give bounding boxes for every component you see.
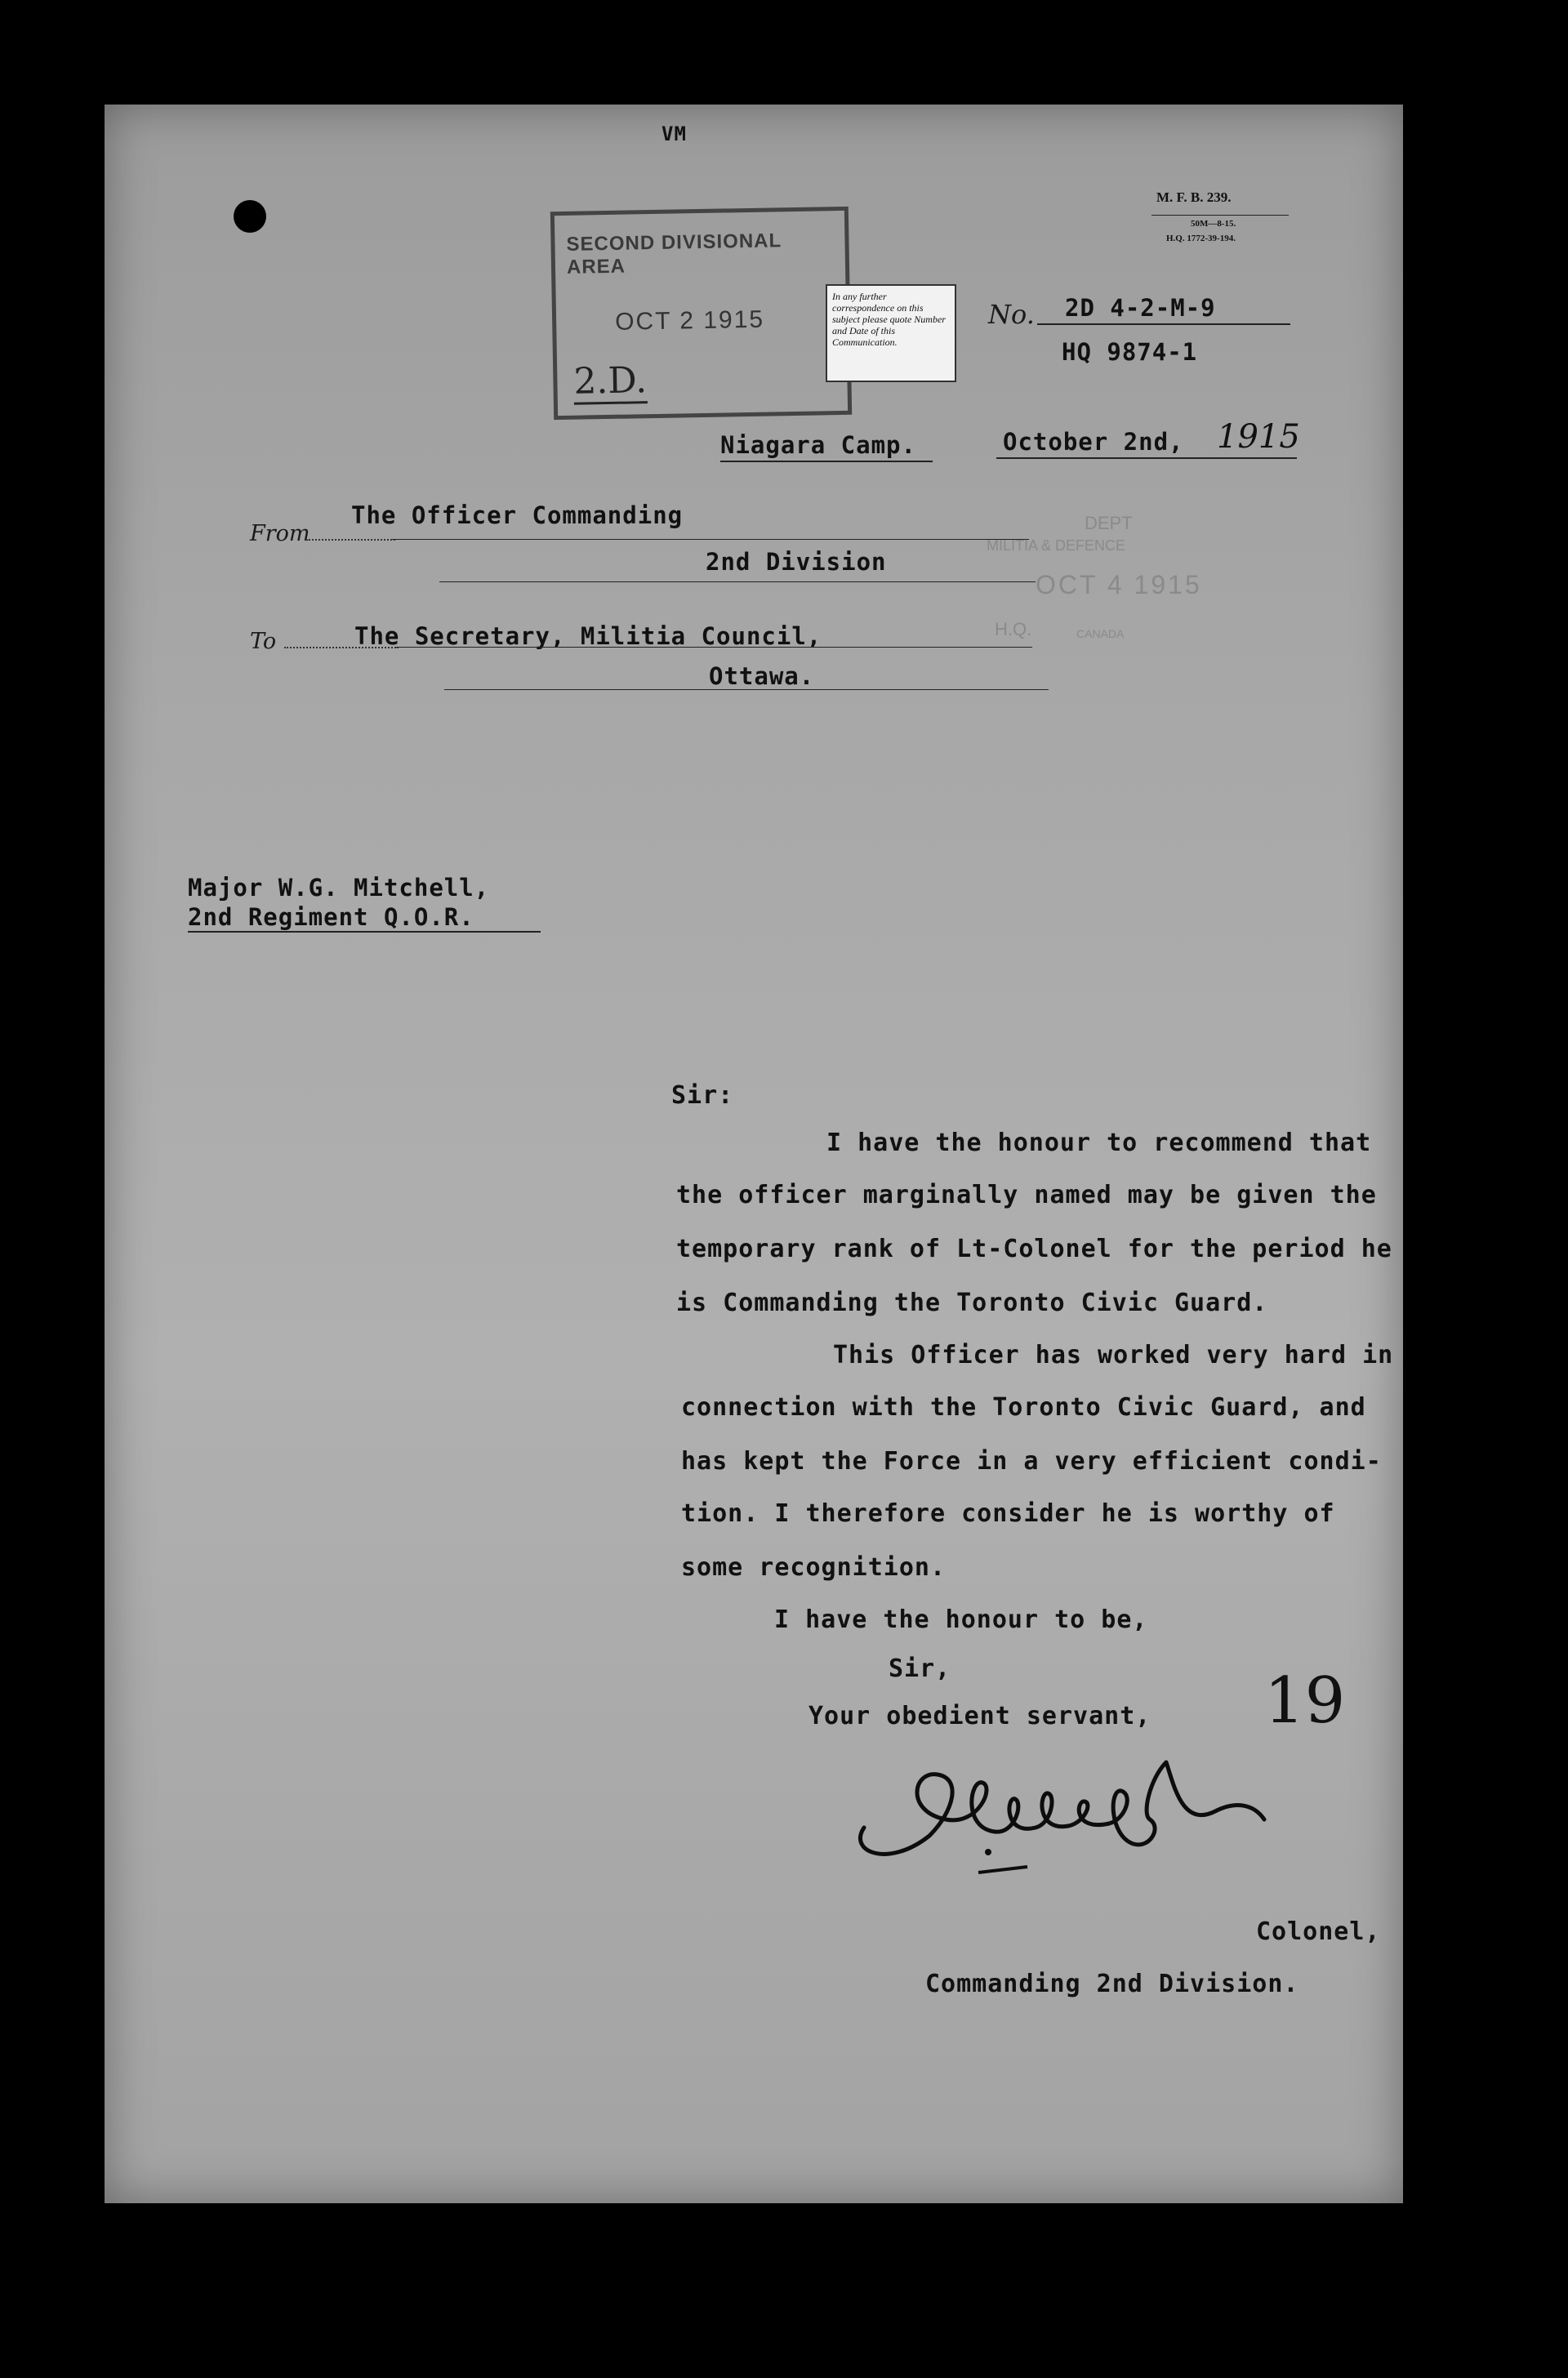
received-stamp-header: SECOND DIVISIONAL AREA <box>566 229 782 278</box>
form-code-2: H.Q. 1772-39-194. <box>1166 234 1236 243</box>
salutation: Sir: <box>671 1081 734 1110</box>
body-line-4: is Commanding the Toronto Civic Guard. <box>676 1289 1268 1317</box>
reference-note: In any further correspondence on this subject please quote Number and Date of this Communication. <box>826 284 956 382</box>
to-label: To <box>250 629 277 654</box>
file-number-rule <box>1037 323 1290 325</box>
from-rule-2 <box>439 581 1036 582</box>
dept-stamp-line1: DEPT <box>1085 513 1133 533</box>
signature <box>840 1730 1297 1893</box>
from-dotline <box>305 539 395 541</box>
date-rule <box>996 457 1297 459</box>
command: Commanding 2nd Division. <box>925 1970 1299 1998</box>
from-label: From <box>250 521 310 546</box>
closing-2: Sir, <box>889 1654 951 1683</box>
body-line-7: has kept the Force in a very efficient condi- <box>681 1447 1382 1476</box>
closing-3: Your obedient servant, <box>808 1702 1152 1730</box>
dept-stamp-line5: CANADA <box>1076 627 1125 640</box>
body-line-1: I have the honour to recommend that <box>826 1129 1372 1157</box>
form-number: M. F. B. 239. <box>1156 189 1232 205</box>
document-sheet <box>105 105 1403 2203</box>
file-number-2: HQ 9874-1 <box>1062 338 1198 366</box>
marginal-name-2: 2nd Regiment Q.O.R. <box>188 903 474 931</box>
body-line-2: the officer marginally named may be given the <box>676 1181 1377 1209</box>
dept-stamp <box>987 505 1281 692</box>
from-rule-1 <box>392 539 1029 540</box>
dept-stamp-line4: H.Q. <box>995 619 1032 639</box>
to-line-2: Ottawa. <box>709 662 815 690</box>
marginal-name-1: Major W.G. Mitchell, <box>188 874 490 902</box>
received-stamp <box>550 207 852 420</box>
date-typed: October 2nd, <box>1003 428 1184 456</box>
body-line-8: tion. I therefore consider he is worthy of <box>681 1499 1335 1528</box>
place: Niagara Camp. <box>720 431 916 459</box>
received-stamp-code: 2.D. <box>573 359 648 405</box>
to-rule-2 <box>444 689 1049 690</box>
handwritten-number: 19 <box>1264 1664 1346 1738</box>
body-line-3: temporary rank of Lt-Colonel for the period he <box>676 1235 1392 1263</box>
from-line-1: The Officer Commanding <box>351 501 684 529</box>
date-year: 1915 <box>1217 418 1300 456</box>
punch-hole <box>234 200 266 233</box>
no-label: No. <box>988 299 1035 330</box>
marginal-name-rule <box>188 931 541 933</box>
rank: Colonel, <box>1256 1917 1381 1946</box>
to-line-1: The Secretary, Militia Council, <box>354 622 822 650</box>
body-line-9: some recognition. <box>681 1553 947 1582</box>
form-code-1: 50M—8-15. <box>1191 219 1236 229</box>
file-number-1: 2D 4-2-M-9 <box>1065 294 1216 322</box>
dept-stamp-line2: MILITIA & DEFENCE <box>987 537 1126 554</box>
received-stamp-date: OCT 2 1915 <box>614 305 765 336</box>
top-mark: VM <box>662 122 687 145</box>
from-line-2: 2nd Division <box>706 548 887 576</box>
to-rule-1 <box>395 647 1032 648</box>
body-line-5: This Officer has worked very hard in <box>833 1341 1394 1369</box>
place-rule <box>720 461 933 462</box>
dept-stamp-line3: OCT 4 1915 <box>1036 570 1202 599</box>
form-number-rule <box>1152 215 1289 216</box>
closing-1: I have the honour to be, <box>774 1605 1148 1634</box>
body-line-6: connection with the Toronto Civic Guard, and <box>681 1393 1366 1422</box>
